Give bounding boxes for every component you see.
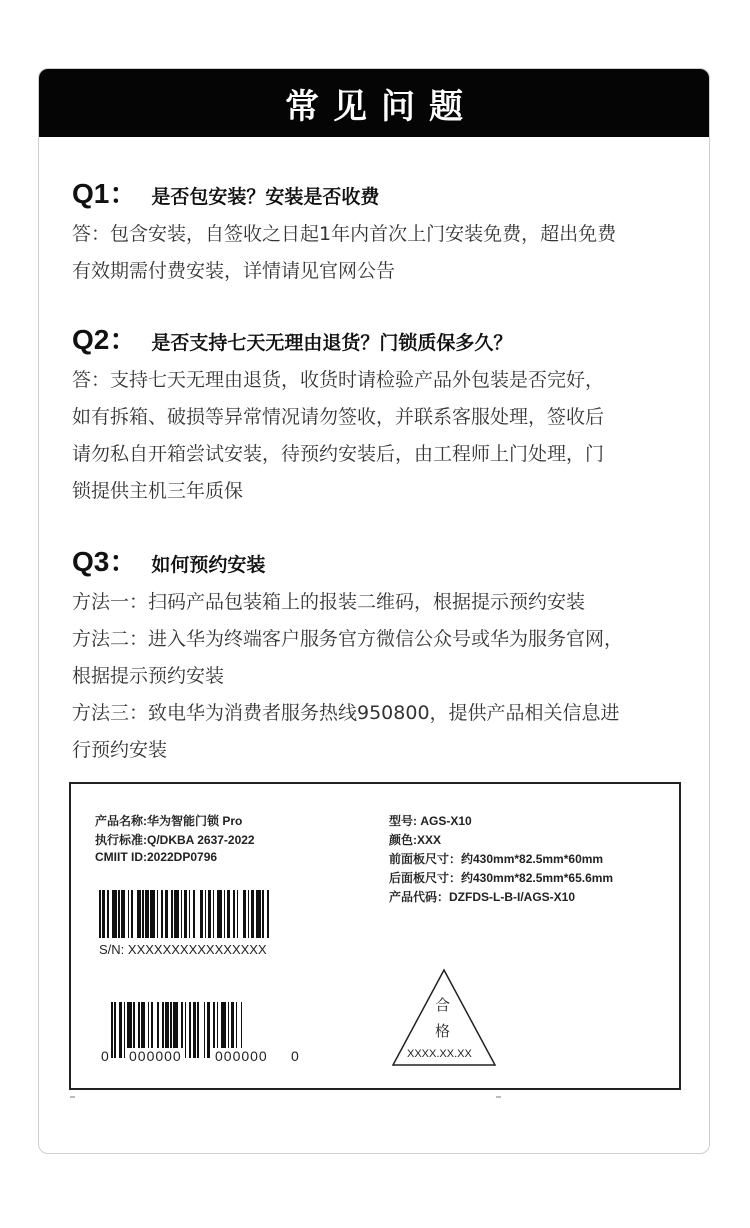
question-number: Q3：	[72, 546, 138, 577]
barcode-digits: 000000	[129, 1048, 182, 1064]
barcode-bar	[145, 890, 148, 938]
page-title: 常见问题	[285, 86, 477, 127]
question-row	[72, 172, 712, 216]
barcode-bar	[128, 890, 130, 938]
question-text: 是否支持七天无理由退货？门锁质保多久？	[151, 332, 513, 354]
label-serial-number: S/N: XXXXXXXXXXXXXXXX	[99, 942, 267, 957]
label-standard: 执行标准:Q/DKBA 2637-2022	[95, 833, 255, 847]
product-label-image	[69, 782, 681, 1090]
barcode-bar	[204, 1002, 206, 1058]
answer-line: 请勿私自开箱尝试安装，待预约安装后，由工程师上门处理，门	[72, 443, 605, 465]
answer-line: 方法三：致电华为消费者服务热线950800，提供产品相关信息进	[72, 702, 620, 724]
faq-item-1	[72, 172, 712, 290]
answer-line: 根据提示预约安装	[72, 665, 225, 687]
barcode-bar	[150, 890, 155, 938]
barcode-bar	[157, 890, 159, 938]
answer-line: 答：包含安装，自签收之日起1年内首次上门安装免费，超出免费	[72, 223, 617, 245]
answer-line: 行预约安装	[72, 739, 168, 761]
barcode-bar	[171, 890, 173, 938]
label-cmiit: CMIIT ID:2022DP0796	[95, 850, 218, 864]
answer-line: 锁提供主机三年质保	[72, 480, 244, 502]
question-number: Q1：	[72, 178, 138, 209]
barcode-bar	[161, 890, 163, 938]
barcode-bar	[256, 890, 261, 938]
answer-line: 方法二：进入华为终端客户服务官方微信公众号或华为服务官网，	[72, 628, 624, 650]
barcode-bar	[227, 890, 230, 938]
label-color: 颜色:XXX	[389, 833, 442, 847]
barcode-bar	[248, 890, 250, 938]
question-text: 是否包安装？安装是否收费	[151, 186, 380, 208]
barcode-bar	[213, 890, 215, 938]
barcode-bar	[131, 890, 133, 938]
barcode-bar	[251, 890, 254, 938]
barcode-bar	[107, 890, 109, 938]
barcode-bar	[112, 890, 117, 938]
barcode-bar	[119, 1002, 122, 1058]
label-product-name: 产品名称:华为智能门锁 Pro	[95, 814, 243, 828]
barcode-bar	[208, 890, 211, 938]
barcode-icon	[99, 890, 347, 938]
label-date: XXXX.XX.XX	[407, 1048, 472, 1060]
barcode-digit: 0	[101, 1048, 109, 1064]
barcode-bar	[217, 890, 222, 938]
barcode-bar	[189, 890, 191, 938]
question-text: 如何预约安装	[151, 554, 266, 576]
divider	[70, 1096, 75, 1098]
barcode-bar	[174, 890, 179, 938]
barcode-bar	[237, 890, 239, 938]
question-row	[72, 540, 712, 584]
barcode-bar	[99, 890, 101, 938]
barcode-bar	[224, 890, 226, 938]
barcode-digits: 000000	[215, 1048, 268, 1064]
barcode-bar	[184, 890, 187, 938]
barcode-bar	[233, 890, 235, 938]
barcode-bar	[243, 890, 246, 938]
label-back-size: 后面板尺寸：约430mm*82.5mm*65.6mm	[389, 871, 614, 885]
barcode-bar	[142, 890, 144, 938]
label-front-size: 前面板尺寸：约430mm*82.5mm*60mm	[389, 852, 604, 866]
question-row	[72, 318, 712, 362]
answer-line: 如有拆箱、破损等异常情况请勿签收，并联系客服处理，签收后	[72, 406, 605, 428]
barcode-bar	[262, 890, 264, 938]
barcode-bar	[121, 890, 124, 938]
label-model: 型号: AGS-X10	[389, 814, 472, 828]
barcode-digit: 0	[291, 1048, 299, 1064]
divider	[496, 1096, 501, 1098]
barcode-bar	[111, 1002, 113, 1058]
barcode-bar	[137, 890, 140, 938]
barcode-bar	[207, 1002, 210, 1058]
barcode-bar	[189, 1002, 191, 1058]
barcode-bar	[102, 890, 105, 938]
faq-item-2	[72, 318, 712, 510]
answer-line: 有效期需付费安装，详情请见官网公告	[72, 260, 396, 282]
barcode-bar	[205, 890, 207, 938]
barcode-bar	[118, 890, 120, 938]
faq-item-3	[72, 540, 712, 769]
barcode-bar	[193, 1002, 196, 1058]
barcode-bar	[165, 890, 168, 938]
qualified-char: 格	[435, 1022, 451, 1040]
answer-line: 方法一：扫码产品包装箱上的报装二维码，根据提示预约安装	[72, 591, 586, 613]
qualified-char: 合	[435, 996, 451, 1014]
faq-header	[39, 69, 709, 137]
barcode-bar	[114, 1002, 116, 1058]
barcode-bar	[200, 890, 203, 938]
label-product-code: 产品代码：DZFDS-L-B-I/AGS-X10	[389, 890, 576, 904]
barcode-bar	[193, 890, 195, 938]
barcode-bar	[185, 1002, 187, 1058]
barcode-bar	[124, 1002, 126, 1058]
question-number: Q2：	[72, 324, 138, 355]
barcode-bar	[181, 890, 183, 938]
answer-line: 答：支持七天无理由退货，收货时请检验产品外包装是否完好，	[72, 369, 605, 391]
barcode-bar	[197, 1002, 199, 1058]
barcode-bar	[267, 890, 269, 938]
